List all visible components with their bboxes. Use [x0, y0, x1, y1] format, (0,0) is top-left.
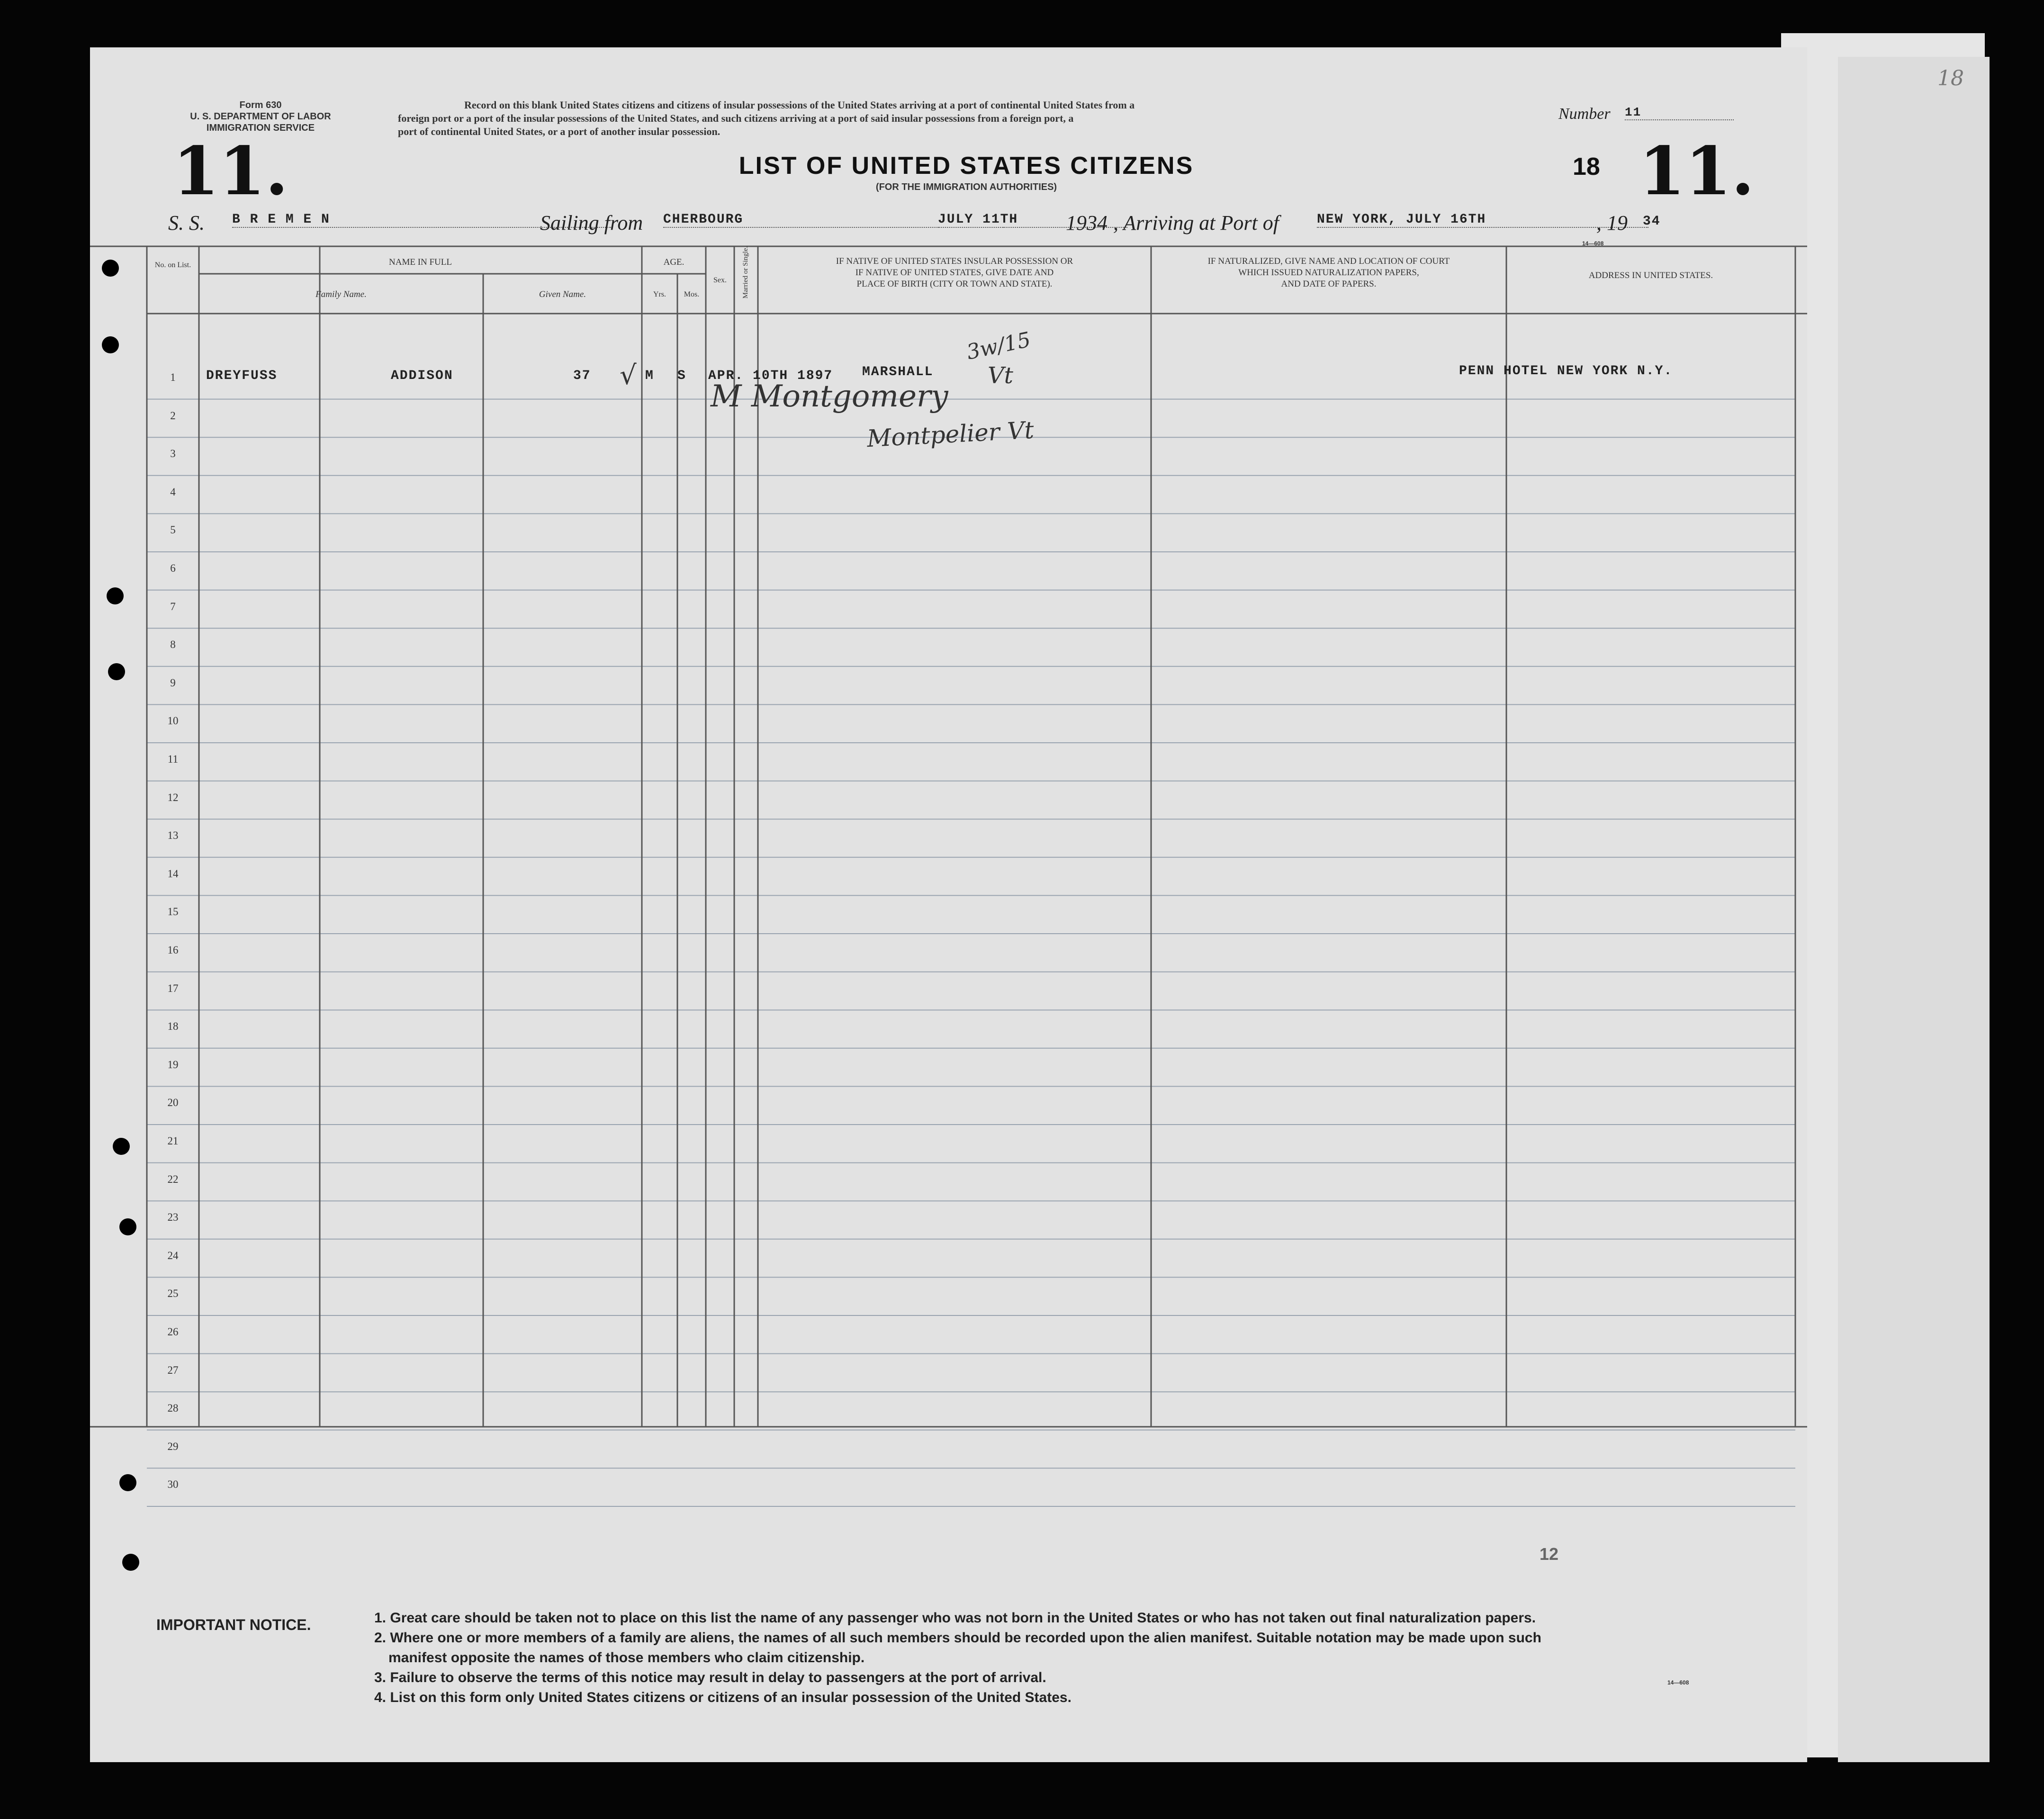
row-number: 10 [167, 715, 179, 727]
binder-hole [107, 587, 124, 604]
row-number: 11 [167, 753, 179, 765]
notice-1: 1. Great care should be taken not to place on this list the name of any passenger who was not born in the United States or who has not taken out final naturalization papers. [374, 1610, 1536, 1626]
hand-note-bottom: Montpelier Vt [866, 416, 1035, 453]
notice-4: 4. List on this form only United States citizens or citizens of an insular possession of the United States. [374, 1690, 1072, 1705]
page-number: 18 [1573, 153, 1600, 180]
department: U. S. DEPARTMENT OF LABOR [190, 111, 331, 122]
row-number: 9 [170, 676, 176, 689]
row-number: 19 [167, 1058, 179, 1071]
row-number: 28 [167, 1402, 179, 1414]
important-notice [156, 1608, 1757, 1708]
col-nat-line-1: IF NATURALIZED, GIVE NAME AND LOCATION OF COURT [1207, 256, 1450, 266]
col-address: ADDRESS IN UNITED STATES. [1588, 270, 1713, 280]
col-yrs: Yrs. [653, 290, 666, 298]
row-number: 7 [170, 600, 176, 612]
row-number: 3 [170, 448, 176, 460]
row-number: 21 [167, 1135, 179, 1147]
col-birth-line-1: IF NATIVE OF UNITED STATES INSULAR POSSESSION OR [836, 256, 1073, 266]
notice-2-cont: manifest opposite the names of those members who claim citizenship. [388, 1650, 865, 1666]
manifest-page [90, 47, 1807, 1762]
binder-hole [122, 1554, 139, 1571]
number-value: 11 [1625, 105, 1734, 120]
row-number: 20 [167, 1097, 179, 1109]
page-title: LIST OF UNITED STATES CITIZENS [738, 152, 1194, 180]
col-given: Given Name. [539, 289, 586, 299]
page-subtitle: (FOR THE IMMIGRATION AUTHORITIES) [875, 182, 1057, 192]
depart-date: JULY 11TH [938, 212, 1127, 228]
row-number: 25 [167, 1288, 179, 1300]
entry-age-mark: √ [620, 360, 637, 391]
entry-age: 37 [573, 369, 591, 383]
binder-hole [108, 663, 125, 680]
col-birth [758, 256, 1151, 290]
row-number: 24 [167, 1249, 179, 1261]
notice-label: IMPORTANT NOTICE. [156, 1616, 311, 1633]
hand-signature: M Montgomery [711, 379, 948, 414]
col-age: AGE. [663, 257, 684, 267]
col-naturalized [1151, 256, 1506, 290]
row-number: 26 [167, 1326, 179, 1338]
hand-note-mid: Vt [988, 362, 1013, 389]
row-number: 4 [170, 486, 176, 498]
table-grid [90, 47, 1807, 1762]
binder-hole [102, 336, 119, 353]
entry-given: ADDISON [391, 369, 453, 383]
form-number: Form 630 [239, 100, 282, 110]
ss-label: S. S. [168, 211, 205, 234]
entry-birth-place: MARSHALL [862, 365, 934, 379]
record-line-2: foreign port or a port of the insular possessions of the United States, and such citizens arriving at a port of said insular possessions from a foreign port, a [398, 112, 1074, 124]
notice-3: 3. Failure to observe the terms of this notice may result in delay to passengers at the port of arrival. [374, 1670, 1046, 1685]
col-nat-line-2: WHICH ISSUED NATURALIZATION PAPERS, [1238, 268, 1419, 278]
row-number: 2 [170, 409, 176, 422]
col-family: Family Name. [315, 289, 367, 299]
record-line-3: port of continental United States, or a port of another insular possession. [398, 126, 720, 137]
col-no: No. on List. [154, 261, 191, 269]
entry-family: DREYFUSS [206, 369, 278, 383]
back-sheet-edge [1838, 57, 1990, 1762]
row-number: 5 [170, 524, 176, 536]
arrival: NEW YORK, JULY 16TH [1317, 212, 1648, 228]
col-married: Married or Single. [742, 246, 749, 299]
col-sex: Sex. [713, 276, 727, 284]
sailing-label: Sailing from [540, 211, 643, 234]
row-number: 12 [167, 791, 179, 803]
hand-number-right: 11. [1639, 133, 1755, 210]
row-number: 13 [167, 829, 179, 842]
row-number: 8 [170, 639, 176, 651]
col-birth-line-2: IF NATIVE OF UNITED STATES, GIVE DATE AND [855, 268, 1054, 278]
col-mos: Mos. [684, 290, 700, 298]
entry-birth: APR. 10TH 1897 [708, 369, 833, 383]
row-number: 29 [167, 1440, 179, 1452]
year-prefix: , 19 [1596, 211, 1628, 234]
binder-hole [119, 1474, 136, 1491]
hand-number-left: 11. [173, 133, 288, 210]
row-number: 17 [167, 982, 179, 994]
record-line-1: Record on this blank United States citizens and citizens of insular possessions of the United States arriving at a port of continental United States from a [464, 99, 1135, 111]
row-number: 15 [167, 906, 179, 918]
binder-hole [102, 260, 119, 277]
row-number: 16 [167, 944, 179, 956]
hand-note-top: 3w/15 [964, 327, 1033, 365]
entry-status: S [677, 369, 686, 383]
row-number: 6 [170, 562, 176, 574]
binder-hole [119, 1218, 136, 1235]
depart-year: 1934 [1066, 211, 1108, 234]
row-number: 23 [167, 1211, 179, 1224]
row-number: 22 [167, 1173, 179, 1185]
from-port: CHERBOURG [663, 212, 1004, 228]
binder-hole [113, 1138, 130, 1155]
top-print-code: 14—608 [1582, 240, 1604, 247]
row-number: 18 [167, 1020, 179, 1033]
service: IMMIGRATION SERVICE [206, 123, 315, 133]
number-label: Number [1558, 105, 1611, 123]
row-number: 27 [167, 1364, 179, 1376]
ship-name: B R E M E N [232, 212, 611, 228]
corner-mark: 18 [1937, 66, 1964, 90]
entry-sex: M [645, 369, 654, 383]
sheet-number: 12 [1540, 1544, 1559, 1564]
row-number: 1 [170, 371, 176, 383]
row-number: 30 [167, 1478, 179, 1491]
entry-address: PENN HOTEL NEW YORK N.Y. [1459, 364, 1673, 378]
col-birth-line-3: PLACE OF BIRTH (CITY OR TOWN AND STATE). [856, 279, 1053, 289]
notice-2: 2. Where one or more members of a family are aliens, the names of all such members should be recorded upon the alien manifest. Suitable notation may be made upon such [374, 1630, 1541, 1646]
col-name-full: NAME IN FULL [389, 257, 452, 267]
row-number: 14 [167, 867, 179, 880]
arriving-label: , Arriving at Port of [1113, 211, 1279, 234]
footer-print-code: 14—608 [1667, 1679, 1689, 1686]
col-nat-line-3: AND DATE OF PAPERS. [1281, 279, 1377, 289]
year-suffix: 34 [1643, 214, 1661, 229]
